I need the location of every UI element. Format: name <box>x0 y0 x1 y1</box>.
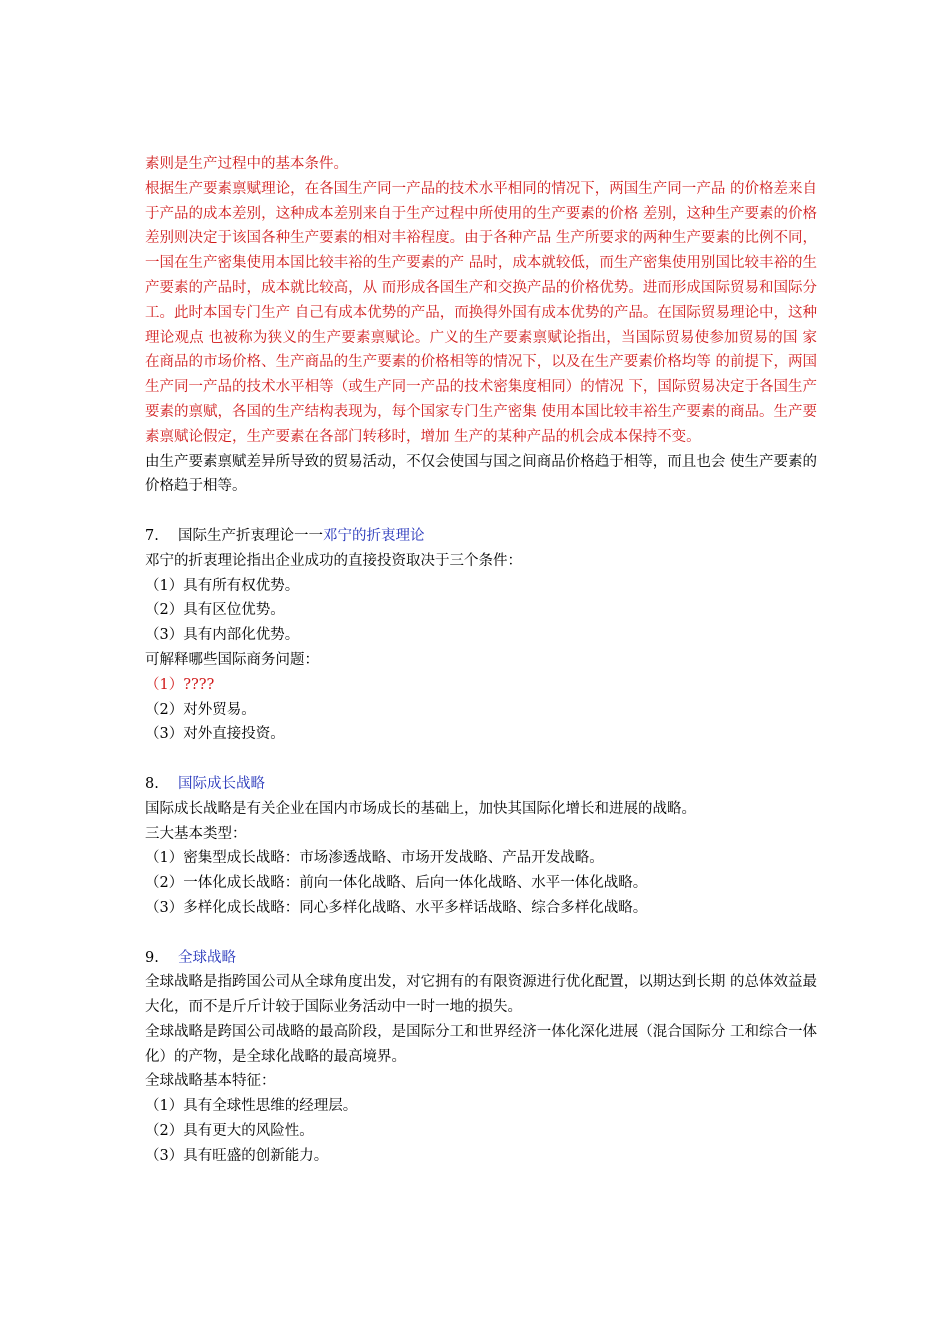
feature-item: （2）具有更大的风险性。 <box>145 1123 314 1140</box>
section-7-title-prefix: 国际生产折衷理论一一 <box>178 527 323 544</box>
spacer <box>145 747 817 772</box>
explain-item: （3）对外直接投资。 <box>145 726 285 743</box>
section-9-number: 9. <box>145 949 159 966</box>
red-text-line: 素则是生产过程中的基本条件。 <box>145 156 348 172</box>
explain-item: （1）???? <box>145 676 215 693</box>
document-page <box>145 152 817 1169</box>
section-9-heading <box>145 946 817 971</box>
spacer <box>145 921 817 946</box>
type-item: （2）一体化成长战略：前向一体化战略、后向一体化战略、水平一体化战略。 <box>145 875 648 892</box>
factor-endowment-paragraph: 根据生产要素禀赋理论，在各国生产同一产品的技术水平相同的情况下，两国生产同一产品 的价格差来自于产品的成本差别，这种成本差别来自于生产过程中所使用的生产要素的价格 差别，这种生产要素的价格差别则决定于该国各种生产要素的相对丰裕程度。由于各种产品 生产所要求的两种生产要素的比例不同，一国在生产密集使用本国比较丰裕的生产要素的产 品时，成本就较低，而生产密集使用别国比较丰裕的生产要素的产品时，成本就比较高，从 而形成各国生产和交换产品的价格优势。进而形成国际贸易和国际分工。此时本国专门生产 自己有成本优势的产品，而换得外国有成本优势的产品。在国际贸易理论中，这种理论观点 也被称为狭义的生产要素禀赋论。广义的生产要素禀赋论指出，当国际贸易使参加贸易的国 家在商品的市场价格、生产商品的生产要素的价格相等的情况下，以及在生产要素价格均等 的前提下，两国生产同一产品的技术水平相等（或生产同一产品的技术密集度相同）的情况 下，国际贸易决定于各国生产要素的禀赋，各国的生产结构表现为，每个国家专门生产密集 使用本国比较丰裕生产要素的商品。生产要素禀赋论假定，生产要素在各部门转移时，增加 生产的某种产品的机会成本保持不变。 <box>145 180 817 445</box>
feature-item: （1）具有全球性思维的经理层。 <box>145 1098 358 1115</box>
section-7-intro: 邓宁的折衷理论指出企业成功的直接投资取决于三个条件： <box>145 552 522 569</box>
section-7-title-link[interactable]: 邓宁的折衷理论 <box>323 527 425 544</box>
factor-price-equalization-paragraph: 由生产要素禀赋差异所导致的贸易活动，不仅会使国与国之间商品价格趋于相等，而且也会 使生产要素的价格趋于相等。 <box>145 453 817 495</box>
section-8-number: 8. <box>145 775 159 792</box>
condition-item: （1）具有所有权优势。 <box>145 577 300 594</box>
explain-item: （2）对外贸易。 <box>145 701 256 718</box>
spacer <box>145 499 817 524</box>
section-7-heading <box>145 524 817 549</box>
section-9-title-link[interactable]: 全球战略 <box>178 949 236 966</box>
section-7-explain-label: 可解释哪些国际商务问题： <box>145 651 319 668</box>
section-9-para-1: 全球战略是指跨国公司从全球角度出发，对它拥有的有限资源进行优化配置，以期达到长期 的总体效益最大化，而不是斤斤计较于国际业务活动中一时一地的损失。 <box>145 974 817 1016</box>
section-9-features-label: 全球战略基本特征： <box>145 1073 276 1090</box>
section-8-intro: 国际成长战略是有关企业在国内市场成长的基础上，加快其国际化增长和进展的战略。 <box>145 800 696 817</box>
section-7-number: 7. <box>145 527 159 544</box>
condition-item: （2）具有区位优势。 <box>145 602 285 619</box>
condition-item: （3）具有内部化优势。 <box>145 627 300 644</box>
section-8-types-label: 三大基本类型： <box>145 825 247 842</box>
type-item: （1）密集型成长战略：市场渗透战略、市场开发战略、产品开发战略。 <box>145 850 604 867</box>
section-8-title-link[interactable]: 国际成长战略 <box>178 775 265 792</box>
section-9-para-2: 全球战略是跨国公司战略的最高阶段，是国际分工和世界经济一体化深化进展（混合国际分 工和综合一体化）的产物，是全球化战略的最高境界。 <box>145 1023 817 1065</box>
section-8-heading <box>145 772 817 797</box>
type-item: （3）多样化成长战略：同心多样化战略、水平多样话战略、综合多样化战略。 <box>145 899 648 916</box>
feature-item: （3）具有旺盛的创新能力。 <box>145 1147 329 1164</box>
